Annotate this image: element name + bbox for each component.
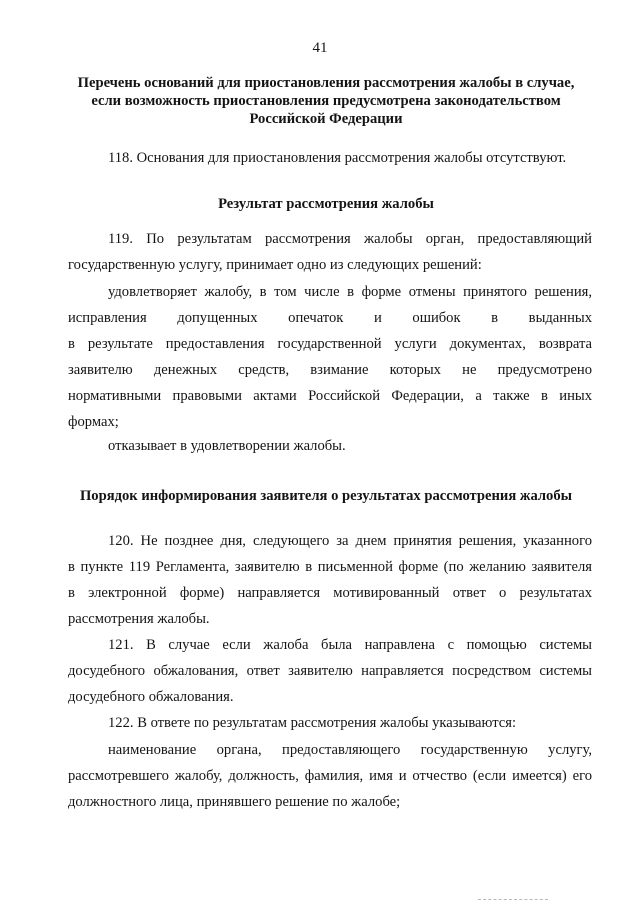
scan-artifact-line: [478, 899, 548, 902]
heading-line: Результат рассмотрения жалобы: [218, 196, 434, 212]
paragraph-line: в электронной форме) направляется мотивированный ответ о результатах: [68, 585, 592, 601]
paragraph-line: государственную услугу, принимает одно из следующих решений:: [68, 257, 482, 273]
paragraph-line: рассмотрения жалобы.: [68, 611, 210, 627]
paragraph-line: формах;: [68, 414, 119, 430]
section-heading-informing-applicant: [60, 487, 592, 505]
heading-line: Российской Федерации: [249, 111, 403, 127]
page-number: 41: [312, 40, 328, 56]
paragraph-line: нормативными правовыми актами Российской Федерации, а также в иных: [68, 388, 592, 404]
paragraph-line: рассмотревшего жалобу, должность, фамилия, имя и отчество (если имеется) его: [68, 768, 592, 784]
paragraph-line: в пункте 119 Регламента, заявителю в письменной форме (по желанию заявителя: [68, 559, 592, 575]
paragraph-119-option-satisfy: [68, 279, 592, 435]
heading-line: если возможность приостановления предусмотрена законодательством: [91, 93, 561, 109]
paragraph-line: 119. По результатам рассмотрения жалобы орган, предоставляющий: [108, 231, 592, 247]
heading-line: Перечень оснований для приостановления рассмотрения жалобы в случае,: [77, 75, 575, 91]
paragraph-line: 118. Основания для приостановления рассмотрения жалобы отсутствуют.: [108, 150, 567, 166]
paragraph-120: [68, 528, 592, 632]
paragraph-line: наименование органа, предоставляющего государственную услугу,: [108, 742, 592, 758]
paragraph-122-item-authority: [68, 737, 592, 815]
paragraph-line: 122. В ответе по результатам рассмотрения жалобы указываются:: [108, 715, 517, 731]
paragraph-line: исправления допущенных опечаток и ошибок в выданных: [68, 310, 592, 326]
paragraph-121: [68, 632, 592, 710]
paragraph-line: досудебного обжалования, ответ заявителю направляется посредством системы: [68, 663, 592, 679]
section-heading-complaint-result: [60, 195, 592, 213]
paragraph-122: [68, 710, 592, 736]
paragraph-line: заявителю денежных средств, взимание которых не предусмотрено: [68, 362, 592, 378]
paragraph-line: должностного лица, принявшего решение по жалобе;: [68, 794, 401, 810]
paragraph-line: в результате предоставления государственной услуги документах, возврата: [68, 336, 592, 352]
paragraph-119: [68, 226, 592, 278]
paragraph-line: 120. Не позднее дня, следующего за днем принятия решения, указанного: [108, 533, 592, 549]
paragraph-118: [68, 145, 592, 171]
paragraph-line: досудебного обжалования.: [68, 689, 234, 705]
paragraph-line: 121. В случае если жалоба была направлена с помощью системы: [108, 637, 592, 653]
paragraph-line: удовлетворяет жалобу, в том числе в форме отмены принятого решения,: [108, 284, 592, 300]
heading-line: Порядок информирования заявителя о результатах рассмотрения жалобы: [79, 488, 573, 504]
paragraph-line: отказывает в удовлетворении жалобы.: [108, 438, 346, 454]
paragraph-119-option-refuse: [68, 433, 592, 459]
section-heading-suspension-grounds: [60, 74, 592, 128]
